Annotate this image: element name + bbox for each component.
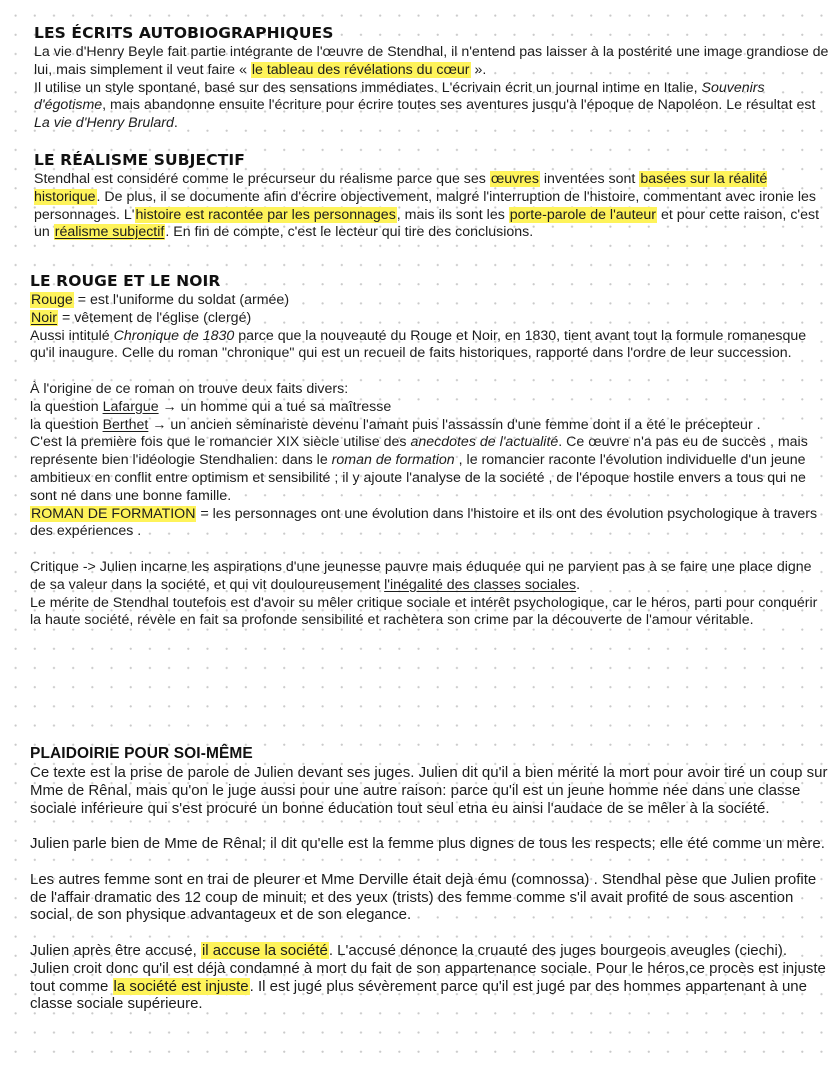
paragraph: Les autres femme sont en trai de pleurer et Mme Derville était dejà ému (comnossa) . Stendhal pèse que Julien profite de l'affair dramatic des 12 coup de minuit; et des yeux (trists) des femme comme s'il avait profité de sous ascention social, de son physique advantageux et de son elegance. xyxy=(30,870,817,924)
paragraph: Ce texte est la prise de parole de Julien devant ses juges. Julien dit qu'il a bien mérité la mort pour avoir tiré un coup sur Mme de Rênal, mais qu'on le juge aussi pour une autre raison: parce qu'il est un jeune homme née dans une classe sociale inférieure qui s'est procuré un bonne éducation tout seul etna eu ainsi l'audace de se mêler à la société. xyxy=(30,764,828,817)
highlight: porte-parole de l'auteur xyxy=(509,206,657,223)
underlined-term: l'inégalité des classes sociales xyxy=(384,576,577,593)
paragraph: C'est la première fois que le romancier XIX siècle utilise des anecdotes de l'actualité. Ce œuvre n'a pas eu de succès , mais représente bien l'idéologie Stendhalien: dans le roman de formation , le romancier raconte l'évolution individuelle d'un jeune ambitieux en conflit entre optimism et sensibilité ; il y ajoute l'analyse de la société , de l'époque hostile envers a tous qui ne sont né dans une bonne famille. xyxy=(30,434,808,504)
section-title: PLAIDOIRIE POUR SOI-MÊME xyxy=(30,745,253,762)
section-title: LES ÉCRITS AUTOBIOGRAPHIQUES xyxy=(34,24,334,42)
highlight: œuvres xyxy=(490,171,539,187)
list-item: la question Lafargue → un homme qui a tué sa maîtresse xyxy=(30,398,392,415)
work-title: La vie d'Henry Brulard xyxy=(34,115,174,132)
highlight: histoire est racontée par les personnages xyxy=(135,206,396,223)
highlight: basées sur la réalité historique xyxy=(34,171,768,205)
section-title: LE RÉALISME SUBJECTIF xyxy=(34,151,245,169)
highlight: Rouge xyxy=(31,292,73,308)
paragraph: Julien après être accusé, il accuse la société. L'accusé dénonce la cruauté des juges bourgeois aveugles (ciechi). Julien croit donc qu'il est déjà condamné à mort du fait de son appartenance sociale. Pour le héros,ce procès est injuste tout comme la société est injuste. Il est jugé plus sévèrement parce qu'il est jugé par des hommes appartenant à une classe sociale supérieure. xyxy=(30,941,826,1013)
paragraph: Stendhal est considéré comme le précurseur du réalisme parce que ses œuvres inventées sont basées sur la réalité historique. De plus, il se documente afin d'écrire objectivement, malgré l'interruption de l'histoire, commentant avec ironie les personnages. L'histoire est racontée par les personnages, mais ils sont les porte-parole de l'auteur et pour cette raison, c'est un réalisme subjectif. En fin de compte, c'est le lecteur qui tire des conclusions. xyxy=(34,171,820,241)
definition-rouge: Rouge = est l'uniforme du soldat (armée) xyxy=(31,292,290,308)
highlight: ROMAN DE FORMATION xyxy=(31,505,196,522)
paragraph: Julien parle bien de Mme de Rênal; il dit qu'elle est la femme plus dignes de tous les respects; elle été comme un mère. xyxy=(30,835,825,853)
definition-noir: Noir = vêtement de l'église (clergé) xyxy=(31,309,252,326)
highlight: le tableau des révélations du cœur xyxy=(251,61,470,78)
section-le-rouge-et-le-noir xyxy=(0,272,828,630)
highlight: la société est injuste xyxy=(113,977,249,995)
paragraph: Le mérite de Stendhal toutefois est d'avoir su mêler critique sociale et intérêt psychologique, car le héros, parti pour conquérir la haute société, révèle en fait sa profonde sensibilité et rachètera son crime par la découverte de l'amour véritable. xyxy=(30,594,818,629)
paragraph: Aussi intitulé Chronique de 1830 parce que la nouveauté du Rouge et Noir, en 1830, tient avant tout la formule romanesque qu'il inaugure. Celle du roman "chronique" qui est un recueil de faits historiques, rapporté dans l'ordre de leur succession. xyxy=(30,327,807,362)
section-title: LE ROUGE ET LE NOIR xyxy=(30,272,221,290)
definition-roman-de-formation: ROMAN DE FORMATION = les personnages ont une évolution dans l'histoire et ils ont des évolution psychologique à travers des expériences . xyxy=(30,505,818,540)
highlight: réalisme subjectif xyxy=(54,224,165,241)
paragraph: À l'origine de ce roman on trouve deux faits divers: xyxy=(30,380,349,397)
underlined-term: Lafargue xyxy=(102,398,159,415)
section-autobiographical-writings xyxy=(0,24,828,133)
section-plaidoirie xyxy=(0,744,828,1013)
highlight: il accuse la société xyxy=(201,941,328,959)
work-title: Chronique de 1830 xyxy=(113,327,235,344)
work-title: Souvenirs d'égotisme xyxy=(34,79,765,114)
underlined-term: Berthet xyxy=(102,416,149,433)
list-item: la question Berthet → un ancien séminariste devenu l'amant puis l'assassin d'une femme dont il a été le précepteur . xyxy=(30,416,761,433)
highlight: Noir xyxy=(31,309,58,326)
paragraph: Il utilise un style spontané, basé sur des sensations immédiates. L'écrivain écrit un journal intime en Italie, Souvenirs d'égotisme, mais abandonne ensuite l'écriture pour écrire toutes ses aventures jusqu'à l'époque de Napoléon. Le résultat est La vie d'Henry Brulard. xyxy=(34,79,816,132)
paragraph: Critique -> Julien incarne les aspirations d'une jeunesse pauvre mais éduquée qui ne parvient pas à se faire une place digne de sa valeur dans la société, et qui vit douloureusement l'inégalité des classes sociales. xyxy=(30,558,812,593)
paragraph: La vie d'Henry Beyle fait partie intégrante de l'œuvre de Stendhal, il n'entend pas laisser à la postérité une image grandiose de lui, mais simplement il veut faire « le tableau des révélations du cœur ». xyxy=(34,44,828,78)
section-subjective-realism xyxy=(0,151,828,242)
italic-term: anecdotes de l'actualité xyxy=(410,434,559,451)
italic-term: roman de formation xyxy=(331,452,455,469)
